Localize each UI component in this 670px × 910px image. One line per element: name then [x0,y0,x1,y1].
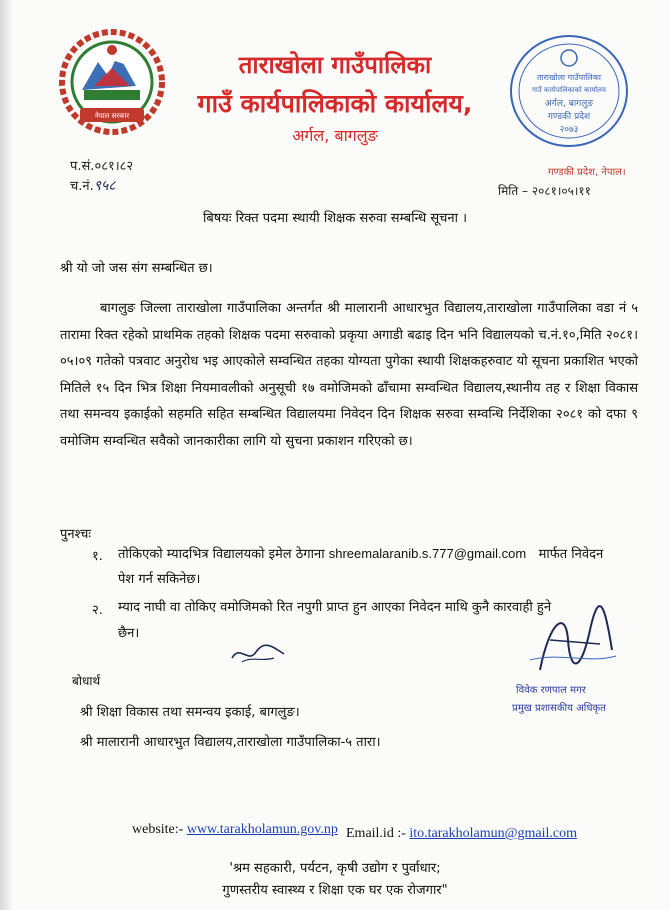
school-email[interactable]: shreemalaranib.s.777@gmail.com [328,546,527,561]
office-seal-icon [506,30,632,152]
postscript-item-1-line2: पेश गर्न सकिनेछ। [118,572,201,587]
province-stamp: गण्डकी प्रदेश, नेपाल। [548,167,626,178]
cc-item: श्री मालारानी आधारभुत विद्यालय,ताराखोला गाउँपालिका-५ तारा। [80,735,381,750]
letter-number [70,156,133,174]
letter-number-value: ०८१।८२ [94,159,134,174]
footer-email [346,826,577,842]
page-shadow [0,0,14,910]
signatory-title: प्रमुख प्रशासकीय अधिकृत [512,703,606,714]
postscript-item-1-text: तोकिएको म्यादभित्र विद्यालयको इमेल ठेगाना [118,547,325,562]
slogan-line-2: गुणस्तरीय स्वास्थ्य र शिक्षा एक घर एक रोजगार" [222,883,448,898]
cc-label: बोधार्थ [72,674,101,688]
officer-signature-icon [520,600,620,680]
emblem-text: नेपाल सरकार [94,112,130,120]
postscript-item-1 [118,542,638,567]
website-link[interactable]: www.tarakholamun.gov.np [186,822,338,837]
email-label: Email.id :- [346,826,406,841]
date-label: मिति – [498,184,529,198]
letter-subject: बिषयः रिक्त पदमा स्थायी शिक्षक सरुवा सम्बन्धि सूचना । [202,211,468,226]
seal-line-1: ताराखोला गाउँपालिका [537,73,601,82]
postscript-item-1-tail: मार्फत निवेदन [538,547,604,562]
letter-number-label: प.सं. [70,159,95,174]
addressee: श्री यो जो जस संग सम्बन्धित छ। [60,261,213,276]
postscript-item-2-line2: छैन। [118,626,140,641]
notice-body: बागलुङ जिल्ला ताराखोला गाउँपालिका अन्तर्गत श्री मालारानी आधारभुत विद्यालय,ताराखोला गाउँपालिका वडा नं ५ तारामा रिक्त रहेको प्राथमिक तहको शिक्षक पदमा सरुवाको प्रकृया अगाडी बढाइ दिन भनि विद्यालयको च.नं.१०,मिति २०८१।०५।०९ गतेको पत्रवाट अनुरोध भइ आएकोले सम्वन्धित तहका योग्यता पुगेका स्थायी शिक्षकहरुवाट यो सूचना प्रकाशित भएको मितिले १५ दिन भित्र शिक्षा नियमावलीको अनुसूची १७ वमोजिमको ढाँचामा सम्वन्धित विद्यालय,स्थानीय तह र शिक्षा विकास तथा समन्वय इकाईको सहमति सहित सम्बन्धित विद्यालयमा निवेदन दिन शिक्षक सरुवा सम्वन्धि निर्देशिका २०८१ को दफा ९ वमोजिम सम्वन्धित सवैको जानकारीका लागि यो सुचना प्रकाशन गरिएको छ। [60,301,638,449]
dispatch-number-label: च.नं. [70,179,94,194]
postscript-item-1-number: १. [92,549,103,564]
slogan-line-1: 'श्रम सहकारी, पर्यटन, कृषी उद्योग र पुर्वाधार; [229,861,441,876]
website-label: website:- [132,822,184,837]
government-emblem-icon [58,28,166,136]
seal-line-2: गाउँ कार्यपालिकाको कार्यालय [532,86,606,94]
office-title: गाउँ कार्यपालिकाको कार्यालय, [197,89,473,118]
seal-line-5: २०७३ [559,125,579,135]
postscript-item-2-number: २. [92,603,103,618]
postscript-label: पुनश्चः [60,527,92,542]
postscript-item-2: म्याद नाघी वा तोकिए वमोजिमको रित नपुगी प्राप्त हुन आएका निवेदन माथि कुनै कारवाही हुने [118,600,552,615]
letter-date [498,182,591,199]
seal-line-3: अर्गल, बागलुङ [544,99,594,109]
email-link[interactable]: ito.tarakholamun@gmail.com [409,826,578,841]
office-name: ताराखोला गाउँपालिका [238,51,432,79]
dispatch-number-value: ९५८ [93,178,116,194]
initials-signature-icon [228,640,288,668]
cc-item: श्री शिक्षा विकास तथा समन्वय इकाई, बागलुङ। [80,705,300,720]
dispatch-number [70,176,116,195]
signatory-name: विवेक रणपाल मगर [516,685,586,696]
seal-line-4: गण्डकी प्रदेश [547,112,591,122]
office-address: अर्गल, बागलुङ [292,126,378,145]
date-value: २०८१।०५।११ [531,184,591,198]
footer-website [132,822,338,838]
